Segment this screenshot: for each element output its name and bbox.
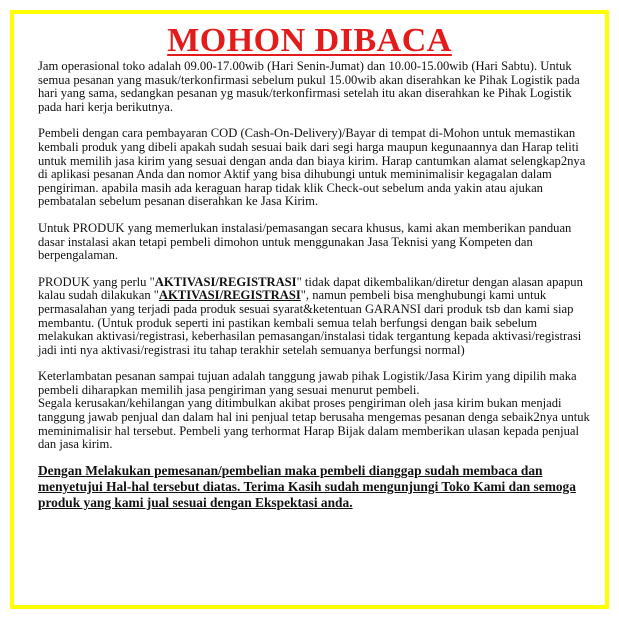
activation-text-2: " tidak dapat dikembalikan/diretur dengan alasan apapun kalau sudah dilakukan " <box>38 274 583 303</box>
activation-term-2: AKTIVASI/REGISTRASI <box>158 288 301 303</box>
notice-title: MOHON DIBACA <box>167 22 452 59</box>
installation-paragraph: Untuk PRODUK yang memerlukan instalasi/pemasangan secara khusus, kami akan memberikan panduan dasar instalasi akan tetapi pembeli dimohon untuk menggunakan Jasa Teknisi yang Kompeten dan berpengalaman. <box>38 220 572 263</box>
activation-term-1: AKTIVASI/REGISTRASI <box>154 274 297 289</box>
operating-hours-paragraph: Jam operasional toko adalah 09.00-17.00wib (Hari Senin-Jumat) dan 10.00-15.00wib (Hari Sabtu). Untuk semua pesanan yang masuk/terkonfirmasi sebelum pukul 15.00wib akan diserahkan ke Pihak Logistik pada hari yang sama, sedangkan pesanan yg masuk/terkonfirmasi setelah itu akan diserahkan ke Pihak Logistik pada hari kerja berikutnya. <box>38 59 580 114</box>
cod-paragraph: Pembeli dengan cara pembayaran COD (Cash-On-Delivery)/Bayar di tempat di-Mohon untuk memastikan kembali produk yang dibeli apakah sudah sesuai baik dari segi harga maupun kegunaannya dan Harap teliti untuk memilih jasa kirim yang sesuai dengan anda dan biaya kirim. Harap cantumkan alamat selengkap2nya di aplikasi pesanan Anda dan nomor Aktif yang bisa dihubungi untuk meminimalisir kegagalan dalam pengiriman. apabila masih ada keraguan harap tidak klik Check-out sebelum anda yakin atau ajukan pembatalan sebelum pesanan diserahkan ke Jasa Kirim. <box>38 126 586 209</box>
damage-text: Segala kerusakan/kehilangan yang ditimbulkan akibat proses pengiriman oleh jasa kirim bukan menjadi tanggung jawab penjual dan dalam hal ini penjual tetap berusaha mengemas pesanan denga sebaik2nya untuk meminimalisir hal tersebut. Pembeli yang terhormat Harap Bijak dalam memberikan ulasan kepada penjual dan jasa kirim. <box>38 396 590 452</box>
delay-text: Keterlambatan pesanan sampai tujuan adalah tanggung jawab pihak Logistik/Jasa Kirim yang dipilih maka pembeli diharapkan memilih jasa pengiriman yang sesuai menurut pembeli. <box>38 369 577 397</box>
shipping-paragraph <box>38 370 592 452</box>
closing-statement: Dengan Melakukan pemesanan/pembelian maka pembeli dianggap sudah membaca dan menyetujui Hal-hal tersebut diatas. Terima Kasih sudah mengunjungi Toko Kami dan semoga produk yang kami jual sesuai dengan Ekspektasi anda. <box>38 462 576 511</box>
notice-body <box>38 60 592 511</box>
activation-paragraph <box>38 276 592 358</box>
notice-frame <box>10 10 609 609</box>
activation-text-1: PRODUK yang perlu " <box>38 274 155 289</box>
activation-text-3: ", namun pembeli bisa menghubungi kami untuk permasalahan yang terjadi pada produk sesuai syarat&ketentuan GARANSI dari produk tsb dan kami siap membantu. (Untuk produk seperti ini pastikan kembali semua telah berfungsi dengan baik sebelum melakukan aktivasi/registrasi, keberhasilan pemasangan/instalasi tidak tergantung kepada aktivasi/registrasi jadi inti nya aktivasi/registrasi itu tahap terakhir setelah semuanya berfungsi normal) <box>38 288 582 357</box>
